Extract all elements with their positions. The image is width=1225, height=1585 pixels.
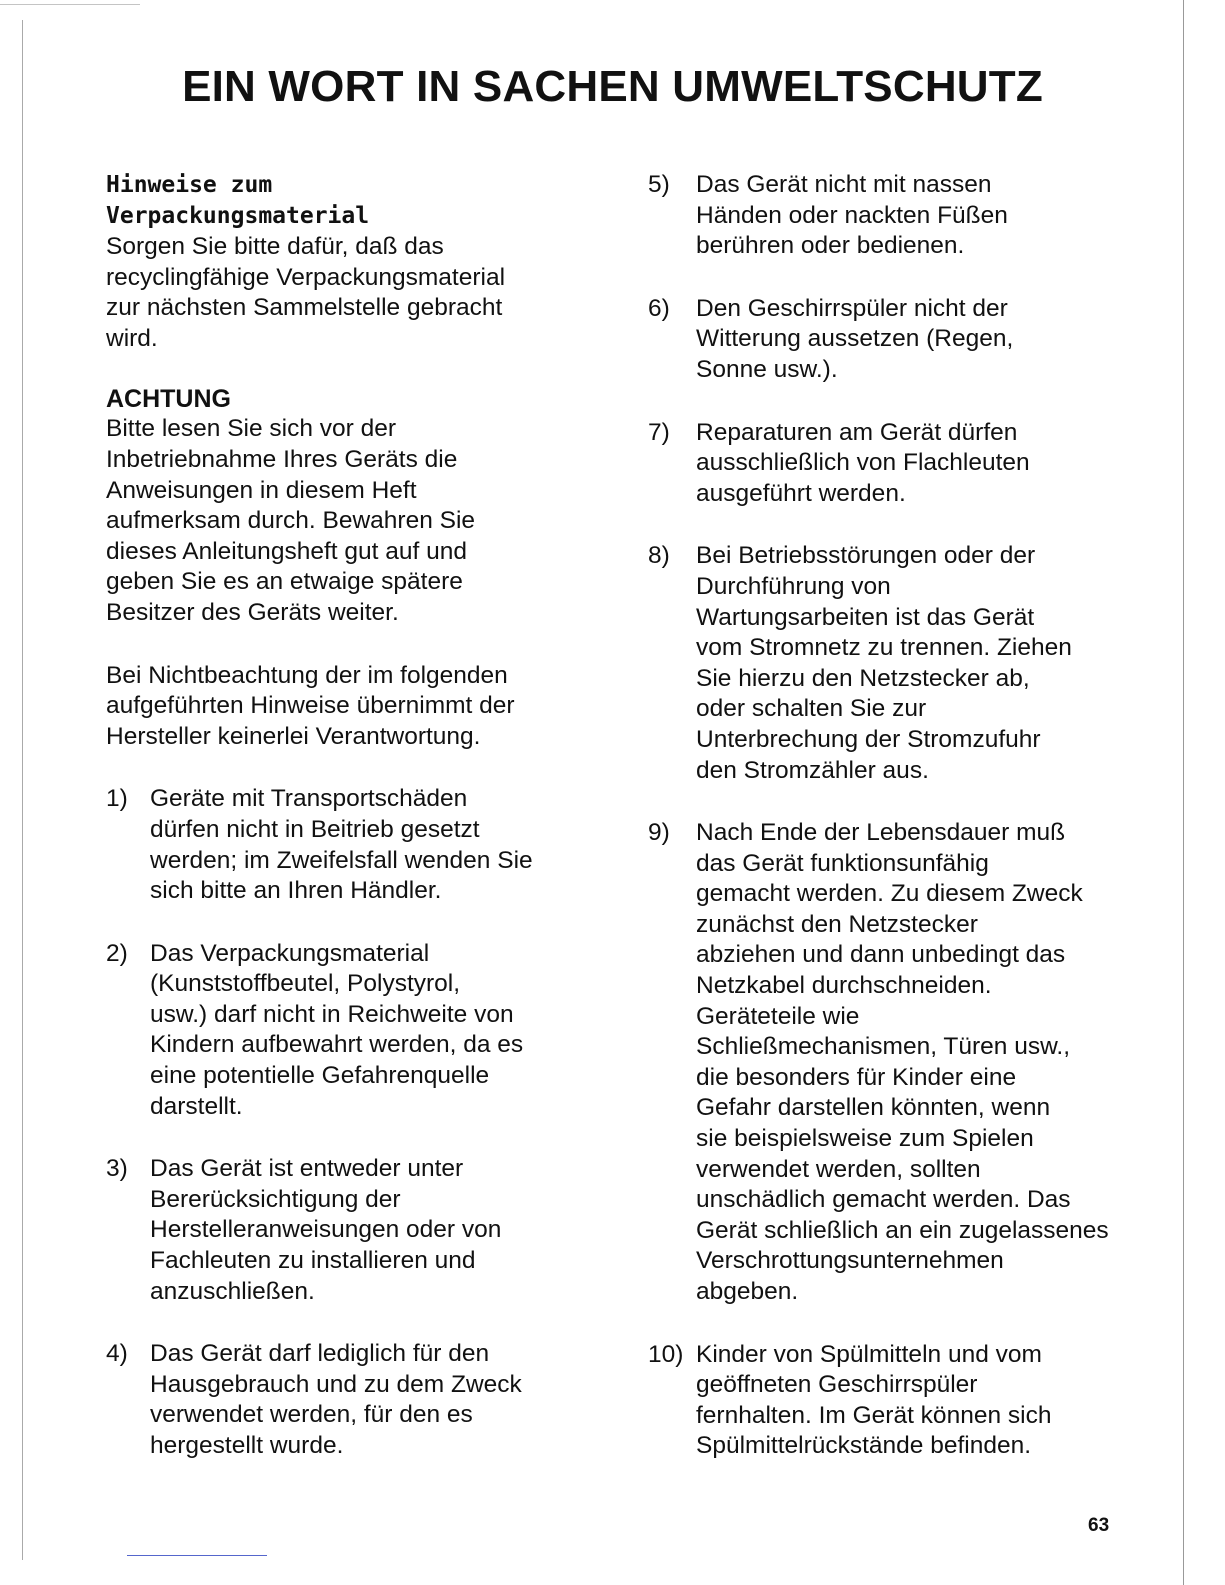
item-number: 3) <box>106 1155 128 1183</box>
scan-edge-bottom <box>127 1555 267 1556</box>
packaging-heading: Hinweise zum Verpackungsmaterial <box>106 172 370 229</box>
item-text: Das Gerät nicht mit nassen Händen oder nackten Füßen berühren oder bedienen. <box>696 171 1008 260</box>
item-text: Den Geschirrspüler nicht der Witterung aussetzen (Regen, Sonne usw.). <box>696 294 1014 383</box>
item-text: Das Verpackungsmaterial (Kunststoffbeutel, Polystyrol, usw.) darf nicht in Reichweite von Kindern aufbewahrt werden, da es eine potentielle Gefahrenquelle darstellt. <box>150 939 524 1120</box>
warning-text: Bitte lesen Sie sich vor der Inbetriebnahme Ihres Geräts die Anweisungen in diesem Heft aufmerksam durch. Bewahren Sie dieses Anleitungsheft gut auf und geben Sie es an etwaige spätere Besitzer des Geräts weiter. <box>106 415 476 626</box>
item-text: Nach Ende der Lebensdauer muß das Gerät funktionsunfähig gemacht werden. Zu diesem Zweck zunächst den Netzstecker abziehen und dann unbedingt das Netzkabel durchschneiden. Geräteteile wie Schließmechanismen, Türen usw., die besonders für Kinder eine Gefahr darstellen könnten, wenn sie beispielsweise zum Spielen verwendet werden, sollten unschädlich gemacht werden. Das Gerät schließlich an ein zugelassenes Verschrottungsunternehmen abgeben. <box>696 819 1109 1305</box>
right-column <box>648 170 1118 1462</box>
list-item <box>106 1339 576 1461</box>
scan-edge-top <box>0 4 140 5</box>
page-title: EIN WORT IN SACHEN UMWELTSCHUTZ <box>182 62 1043 111</box>
item-text: Reparaturen am Gerät dürfen ausschließlich von Flachleuten ausgeführt werden. <box>696 418 1030 507</box>
list-item <box>106 784 576 906</box>
item-number: 1) <box>106 785 128 813</box>
warning-heading: ACHTUNG <box>106 385 231 414</box>
item-number: 9) <box>648 819 670 847</box>
packaging-text: Sorgen Sie bitte dafür, daß das recyclingfähige Verpackungsmaterial zur nächsten Sammelstelle gebracht wird. <box>106 233 506 352</box>
list-item <box>648 418 1118 510</box>
list-item <box>106 939 576 1123</box>
item-number: 7) <box>648 418 670 446</box>
item-number: 2) <box>106 939 128 967</box>
list-item <box>648 818 1118 1308</box>
scan-edge-left <box>22 20 23 1560</box>
list-item <box>648 541 1118 786</box>
item-number: 6) <box>648 294 670 322</box>
item-text: Kinder von Spülmitteln und vom geöffneten Geschirrspüler fernhalten. Im Gerät können sich Spülmittelrückstände befinden. <box>696 1340 1052 1460</box>
item-number: 5) <box>648 171 670 198</box>
item-number: 8) <box>648 542 670 570</box>
item-number: 10) <box>648 1340 684 1368</box>
list-item <box>648 170 1118 262</box>
list-item <box>106 1154 576 1307</box>
list-item <box>648 1340 1118 1462</box>
disclaimer-text: Bei Nichtbeachtung der im folgenden aufgeführten Hinweise übernimmt der Hersteller keinerlei Verantwortung. <box>106 661 515 750</box>
item-text: Geräte mit Transportschäden dürfen nicht in Beitrieb gesetzt werden; im Zweifelsfall wenden Sie sich bitte an Ihren Händler. <box>150 785 533 905</box>
left-column <box>106 170 576 1462</box>
item-text: Bei Betriebsstörungen oder der Durchführung von Wartungsarbeiten ist das Gerät vom Stromnetz zu trennen. Ziehen Sie hierzu den Netzstecker ab, oder schalten Sie zur Unterbrechung der Stromzufuhr den Stromzähler aus. <box>696 542 1072 784</box>
scan-edge-right <box>1183 0 1184 1585</box>
list-item <box>648 294 1118 386</box>
item-number: 4) <box>106 1340 128 1368</box>
item-text: Das Gerät ist entweder unter Bererücksichtigung der Herstelleranweisungen oder von Fachleuten zu installieren und anzuschließen. <box>150 1155 502 1305</box>
item-text: Das Gerät darf lediglich für den Hausgebrauch und zu dem Zweck verwendet werden, für den es hergestellt wurde. <box>150 1340 522 1459</box>
page-number: 63 <box>1088 1515 1110 1536</box>
